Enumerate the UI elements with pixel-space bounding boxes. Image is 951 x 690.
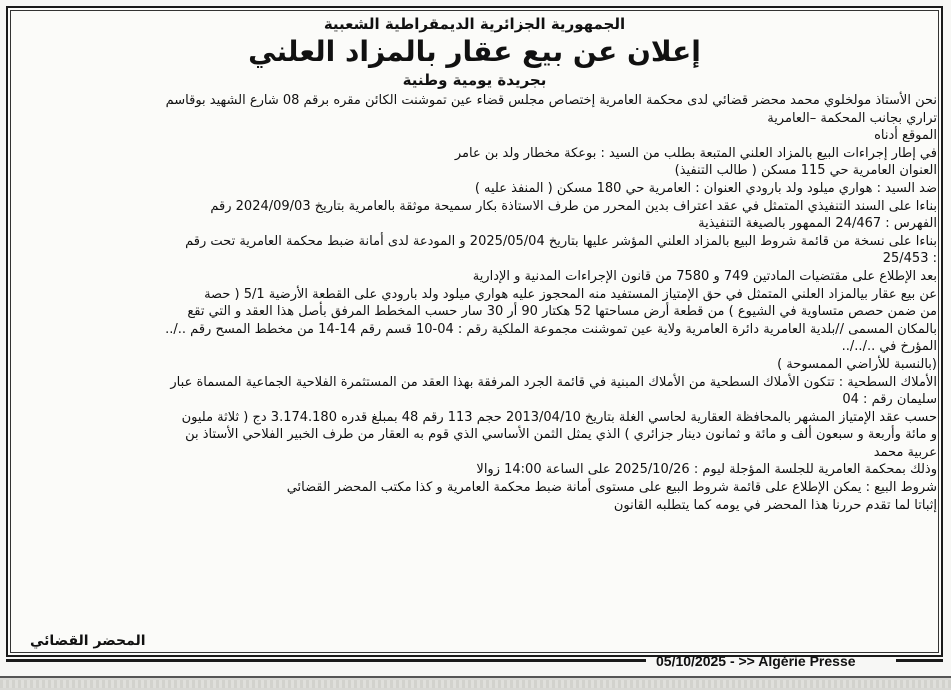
footer-source-label: 05/10/2025 - >> Algérie Presse <box>656 653 856 669</box>
body-line-15: المؤرخ في ../../.. <box>841 339 937 355</box>
body-line-7: بناءا على السند التنفيذي المتمثل في عقد اعتراف بدين المحرر من طرف الاستاذة بكار سميحة موثقة بالعامرية بتاريخ 2024/09/03 رقم <box>210 198 937 214</box>
announcement-subtitle: بجريدة يومية وطنية <box>402 71 547 89</box>
announcement-content <box>12 14 937 514</box>
body-line-1: نحن الأستاذ مولخلوي محمد محضر قضائي لدى محكمة العامرية إختصاص مجلس قضاء عين تموشنت الكائن مقره برقم 08 شارع الشهيد بوقاسم <box>165 93 937 108</box>
footer-source-bar <box>0 650 951 672</box>
body-line-20: و مائة وأربعة و سبعون ألف و مائة و ثمانون دينار جزائري ) الذي يمثل الثمن الأساسي الذي قوم به العقار من طرف الخبير الفلاحي الأستاذ بن <box>185 427 937 443</box>
body-line-4: في إطار إجراءات البيع بالمزاد العلني المتبعة بطلب من السيد : بوعكة مخطار ولد بن عامر <box>454 145 937 161</box>
body-line-11: بعد الإطلاع على مقتضيات المادتين 749 و 7580 من قانون الإجراءات المدنية و الإدارية <box>472 268 937 284</box>
body-line-16: (بالنسبة للأراضي الممسوحة ) <box>777 356 937 372</box>
body-line-3: الموقع أدناه <box>874 128 937 144</box>
body-line-14: بالمكان المسمى //بلدية العامرية دائرة العامرية ولاية عين تموشنت مجموعة الملكية رقم : 04-10 قسم رقم 14-14 من مخطط المسح رقم ../.. <box>165 321 937 337</box>
body-line-18: سليمان رقم : 04 <box>842 392 937 408</box>
footer-rule-left <box>6 659 646 662</box>
body-line-24: إثباتا لما تقدم حررنا هذا المحضر في يومه كما يتطلبه القانون <box>613 497 937 513</box>
body-line-6: ضد السيد : هواري ميلود ولد بارودي العنوان : العامرية حي 180 مسكن ( المنفذ عليه ) <box>474 180 937 196</box>
body-line-5: العنوان العامرية حي 115 مسكن ( طالب التنفيذ) <box>674 163 937 179</box>
announcement-title: إعلان عن بيع عقار بالمزاد العلني <box>248 35 701 68</box>
body-line-19: حسب عقد الإمتياز المشهر بالمحافظة العقارية لحاسي الغلة بتاريخ 2013/04/10 حجم 113 رقم 48 بمبلغ قدره 3.174.180 دج ( ثلاثة مليون <box>181 409 937 425</box>
next-page-texture <box>0 680 951 688</box>
body-line-8: الفهرس : 24/467 الممهور بالصيغة التنفيذية <box>698 216 937 232</box>
republic-heading: الجمهورية الجزائرية الديمقراطية الشعبية <box>323 15 626 33</box>
body-line-10: : 25/453 <box>882 251 937 267</box>
body-line-21: عربية محمد <box>873 444 937 460</box>
body-line-2: تراري بجانب المحكمة –العامرية <box>767 110 937 126</box>
body-line-22: وذلك بمحكمة العامرية للجلسة المؤجلة ليوم : 2025/10/26 على الساعة 14:00 زوالا <box>476 462 937 478</box>
footer-rule-right <box>896 659 943 662</box>
bailiff-signature: المحضر القضائي <box>30 633 146 649</box>
body-line-13: من ضمن حصص متساوية في الشيوع ) من قطعة أرض مساحتها 52 هكتار 90 أر 30 سار حسب المخطط المرفق بأصل هذا العقد و التي تقع <box>187 304 937 320</box>
body-line-9: بناءا على نسخة من قائمة شروط البيع بالمزاد العلني المؤشر عليها بتاريخ 2025/05/04 و المودعة لدى أمانة ضبط محكمة العامرية تحت رقم <box>185 233 937 249</box>
body-line-23: شروط البيع : يمكن الإطلاع على قائمة شروط البيع على مستوى أمانة ضبط محكمة العامرية و كذا مكتب المحضر القضائي <box>286 480 937 496</box>
body-line-12: عن بيع عقار بيالمزاد العلني المتمثل في حق الإمتياز المستفيد منه المحجوز عليه هواري ميلود ولد بارودي على القطعة الأرضية 5/1 ( حصة <box>204 286 937 302</box>
body-line-17: الأملاك السطحية : تتكون الأملاك السطحية من الأملاك المبنية في قائمة الجرد المرفقة بهذا العقد من المستثمرة الفلاحية الجماعية المسماة عبار <box>170 374 937 390</box>
